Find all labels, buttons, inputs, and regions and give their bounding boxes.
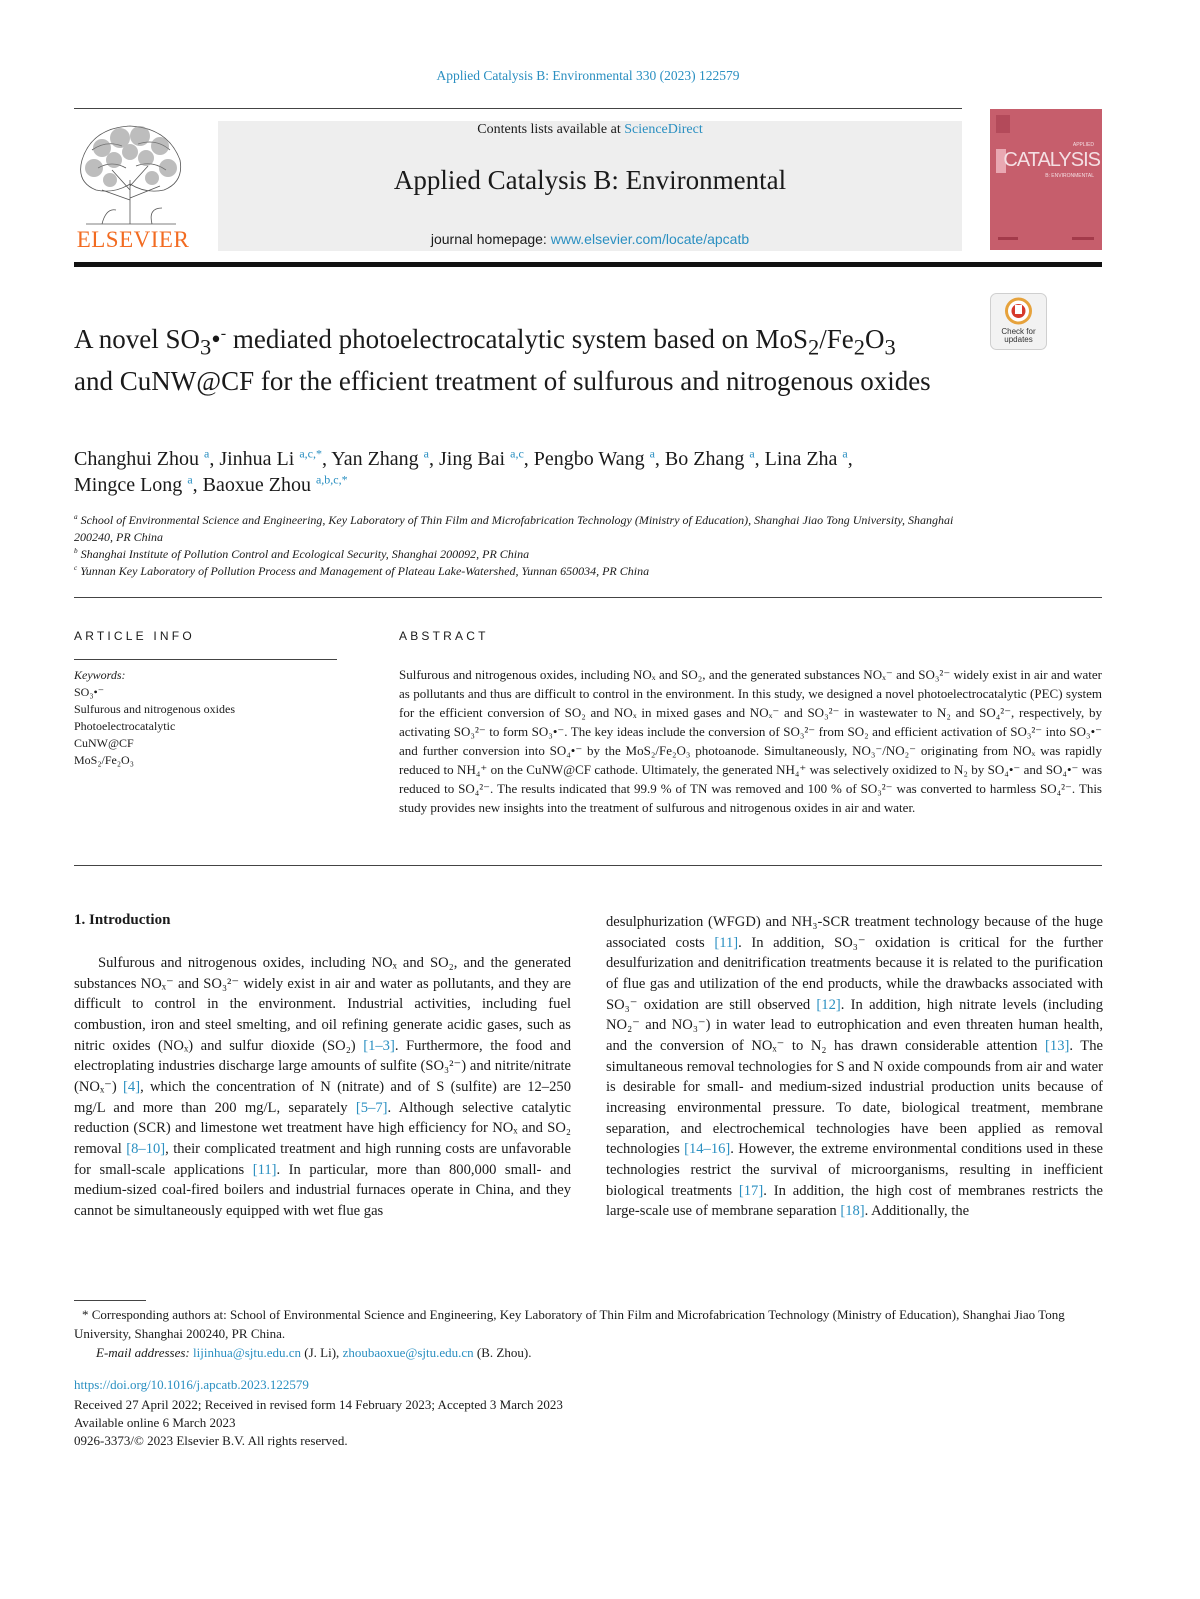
author-name[interactable]: Pengbo Wang — [533, 448, 645, 470]
author-affiliation-marker[interactable]: a — [204, 446, 210, 461]
affiliation-label: c — [74, 564, 78, 572]
author-affiliation-marker[interactable]: a,c — [510, 446, 524, 461]
author-affiliation-marker[interactable]: a,c,* — [299, 446, 322, 461]
abstract-text: Sulfurous and nitrogenous oxides, including NOₓ and SO₂, and the generated substances NOₓ⁻ and SO₃²⁻ widely exist in air and water as pollutants and thus are difficult to control in the environment. In this study, we designed a novel photoelectrocatalytic (PEC) system for the efficient conversion of SO₂ and NOₓ in mixed gases and NOₓ⁻ and SO₃²⁻ in wastewater to N₂ and SO₄²⁻, respectively, by activating SO₃²⁻ to form SO₃•⁻. The key ideas include the conversion of SO₃²⁻ from SO₂ and efficient activation of SO₃²⁻ into SO₃•⁻ and further conversion into SO₄•⁻ by the MoS₂/Fe₂O₃ photoanode. Simultaneously, NO₃⁻/NO₂⁻ originating from NOₓ was rapidly reduced to NH₄⁺ on the CuNW@CF cathode. Ultimately, the generated NH₄⁺ was selectively oxidized to N₂ by SO₄•⁻ and SO₄•⁻ was reduced to SO₄²⁻. The results indicated that 99.9 % of TN was removed and 100 % of SO₃²⁻ was converted to harmless SO₄²⁻. This study provides new insights into the treatment of sulfurous and nitrogenous oxides in air and water. — [399, 667, 1102, 815]
header-thick-rule — [74, 262, 1102, 267]
cover-art-icon — [990, 109, 1102, 250]
journal-reference-link[interactable]: Applied Catalysis B: Environmental 330 (2023) 122579 — [436, 68, 740, 83]
cover-title: CATALYSIS — [1003, 149, 1100, 171]
affiliation-label: b — [74, 547, 78, 555]
history-copyright: 0926-3373/© 2023 Elsevier B.V. All rights reserved. — [74, 1433, 348, 1448]
keyword-item: CuNW@CF — [74, 736, 134, 750]
keywords-list — [74, 684, 344, 769]
elsevier-tree-icon — [72, 120, 190, 228]
author-name[interactable]: Mingce Long — [74, 474, 183, 496]
body-column-right: desulphurization (WFGD) and NH₃-SCR treatment technology because of the huge associated costs [11]. In addition, SO₃⁻ oxidation is critical for the further desulfurization and denitrification treatments because it is related to the purification of flue gas and utilization of the end products, while the drawbacks associated with SO₃⁻ oxidation are still observed [12]. In addition, high nitrate levels (including NO₂⁻ and NO₃⁻) in water lead to eutrophication and even threaten human health, and the conversion of NOₓ⁻ to N₂ has drawn considerable attention [13]. The simultaneous removal technologies for S and N oxide compounds from air and water is desirable for small- and medium-sized industrial production units because of increasing environmental pressure. To date, biological treatment, membrane separation, and electrochemical technologies have been applied as removal technologies [14–16]. However, the extreme environmental conditions used in these technologies restrict the survival of microorganisms, resulting in inefficient biological treatments [17]. In addition, the high cost of membranes restricts the large-scale use of membrane separation [18]. Additionally, the — [606, 914, 1103, 1220]
journal-header-band — [218, 121, 962, 251]
corresponding-author-footnote: * Corresponding authors at: School of Environmental Science and Engineering, Key Laboratory of Thin Film and Microfabrication Technology (Ministry of Education), Shanghai Jiao Tong University, Shanghai 200240, PR China. E-mail addresses: lijinhua@sjtu.edu.cn (J. Li), zhoubaoxue@sjtu.edu.cn (B. Zhou). — [74, 1307, 1065, 1360]
citation-link[interactable]: [18] — [840, 1203, 865, 1220]
contents-line: Contents lists available at ScienceDirect — [477, 122, 703, 137]
affiliation-item: $^a$ School of Environmental Science and Engineering, Key Laboratory of Thin Film and Microfabrication Technology (Ministry of Education), Shanghai Jiao Tong University, Shanghai 200240, PR China — [74, 513, 954, 544]
author-name[interactable]: Yan Zhang — [331, 448, 419, 470]
author-affiliation-marker[interactable]: a — [842, 446, 848, 461]
affiliation-item: $^b$ Shanghai Institute of Pollution Control and Ecological Security, Shanghai 200092, PR China — [74, 547, 530, 561]
elsevier-logo — [72, 120, 194, 256]
citation-link[interactable]: [11] — [252, 1161, 277, 1178]
keywords-block — [74, 667, 344, 769]
keyword-item: MoS₂/Fe₂O₃ — [74, 753, 134, 767]
keyword-item: Sulfurous and nitrogenous oxides — [74, 702, 235, 716]
citation-link[interactable]: [12] — [816, 996, 841, 1013]
affiliation-item: $^c$ Yunnan Key Laboratory of Pollution Process and Management of Plateau Lake-Watershed, Yunnan 650034, PR China — [74, 564, 650, 578]
keyword-item: SO₃•⁻ — [74, 685, 105, 699]
body-column-left: Sulfurous and nitrogenous oxides, including NOₓ and SO₂, and the generated substances NOₓ⁻ and SO₃²⁻ widely exist in air and water as pollutants, and they are difficult to control in the environment. Industrial activities, including fuel combustion, iron and steel smelting, and oil refining generate acidic gases, such as nitric oxides (NOₓ) and sulfur dioxide (SO₂) [1–3]. Furthermore, the food and electroplating industries discharge large amounts of sulfite (SO₃²⁻) and nitrite/nitrate (NOₓ⁻) [4], which the concentration of N (nitrate) and of S (sulfite) are 12–250 mg/L and more than 200 mg/L, separately [5–7]. Although selective catalytic reduction (SCR) and limestone wet treatment have high efficiency for NOₓ and SO₂ removal [8–10], their complicated treatment and high running costs are unfavorable for small-scale applications [11]. In particular, more than 800,000 small- and medium-sized coal-fired boilers and industrial furnaces operate in China, and they cannot be simultaneously equipped with wet flue gas — [74, 955, 572, 1219]
affiliation-label: a — [74, 513, 78, 521]
header-rule — [74, 108, 962, 109]
section-heading-introduction: 1. Introduction — [74, 912, 171, 928]
author-affiliation-marker[interactable]: a — [649, 446, 655, 461]
author-name[interactable]: Baoxue Zhou — [202, 474, 311, 496]
citation-link[interactable]: [4] — [123, 1078, 141, 1095]
email-link-zhou[interactable]: zhoubaoxue@sjtu.edu.cn — [342, 1345, 474, 1360]
journal-cover-thumbnail[interactable] — [990, 109, 1102, 250]
check-for-updates-button[interactable]: Check for updates — [990, 293, 1047, 350]
author-affiliation-marker[interactable]: a — [749, 446, 755, 461]
citation-link[interactable]: [8–10] — [126, 1140, 166, 1157]
doi-link[interactable]: https://doi.org/10.1016/j.apcatb.2023.122579 — [74, 1377, 309, 1392]
citation-link[interactable]: [11] — [714, 934, 739, 951]
author-list: Changhui Zhou $^a$, Jinhua Li $^{a,c,*}$, Yan Zhang $^a$, Jing Bai $^{a,c}$, Pengbo Wang $^a$, Bo Zhang $^a$, Lina Zha $^a$, Mingce Long $^a$, Baoxue Zhou $^{a,b,c,*}$ — [74, 446, 853, 496]
cover-label-bottom: B: ENVIRONMENTAL — [1045, 173, 1094, 179]
citation-link[interactable]: [5–7] — [355, 1099, 388, 1116]
article-history — [74, 1396, 563, 1450]
keyword-item: Photoelectrocatalytic — [74, 719, 176, 733]
author-name[interactable]: Jinhua Li — [219, 448, 295, 470]
journal-homepage-link[interactable]: www.elsevier.com/locate/apcatb — [550, 231, 750, 247]
cover-label-top: APPLIED — [1072, 142, 1094, 148]
citation-link[interactable]: [17] — [738, 1182, 764, 1199]
journal-title: Applied Catalysis B: Environmental — [393, 165, 787, 195]
citation-link[interactable]: [13] — [1045, 1037, 1070, 1054]
homepage-line: journal homepage: www.elsevier.com/locate/apcatb — [430, 231, 750, 247]
author-name[interactable]: Lina Zha — [764, 448, 838, 470]
affiliation-rule — [74, 597, 1102, 598]
article-info-rule — [74, 659, 337, 660]
author-name[interactable]: Changhui Zhou — [74, 448, 199, 470]
author-name[interactable]: Bo Zhang — [664, 448, 745, 470]
citation-link[interactable]: [14–16] — [684, 1141, 731, 1158]
affiliation-list — [74, 512, 954, 580]
history-available-online: Available online 6 March 2023 — [74, 1415, 236, 1430]
history-received: Received 27 April 2022; Received in revised form 14 February 2023; Accepted 3 March 2023 — [74, 1397, 563, 1412]
footnote-rule — [74, 1300, 146, 1301]
author-affiliation-marker[interactable]: a,b,c,* — [315, 472, 348, 487]
keywords-heading: Keywords: — [74, 668, 126, 682]
abstract-rule — [74, 865, 1102, 866]
email-link-li[interactable]: lijinhua@sjtu.edu.cn — [193, 1345, 302, 1360]
article-info-heading: ARTICLE INFO — [74, 629, 195, 643]
author-affiliation-marker[interactable]: a — [187, 472, 193, 487]
abstract-heading: ABSTRACT — [399, 629, 489, 643]
elsevier-wordmark: ELSEVIER — [76, 227, 190, 252]
sciencedirect-link[interactable]: ScienceDirect — [624, 122, 703, 137]
author-affiliation-marker[interactable]: a — [423, 446, 429, 461]
article-title: A novel $SO_3•^-$ mediated photoelectrocatalytic system based on $MoS_2/Fe_2O_3$ and CuNW@CF for the efficient treatment of sulfurous and nitrogenous oxides — [74, 324, 931, 397]
author-name[interactable]: Jing Bai — [439, 448, 506, 470]
citation-link[interactable]: [1–3] — [363, 1037, 395, 1054]
